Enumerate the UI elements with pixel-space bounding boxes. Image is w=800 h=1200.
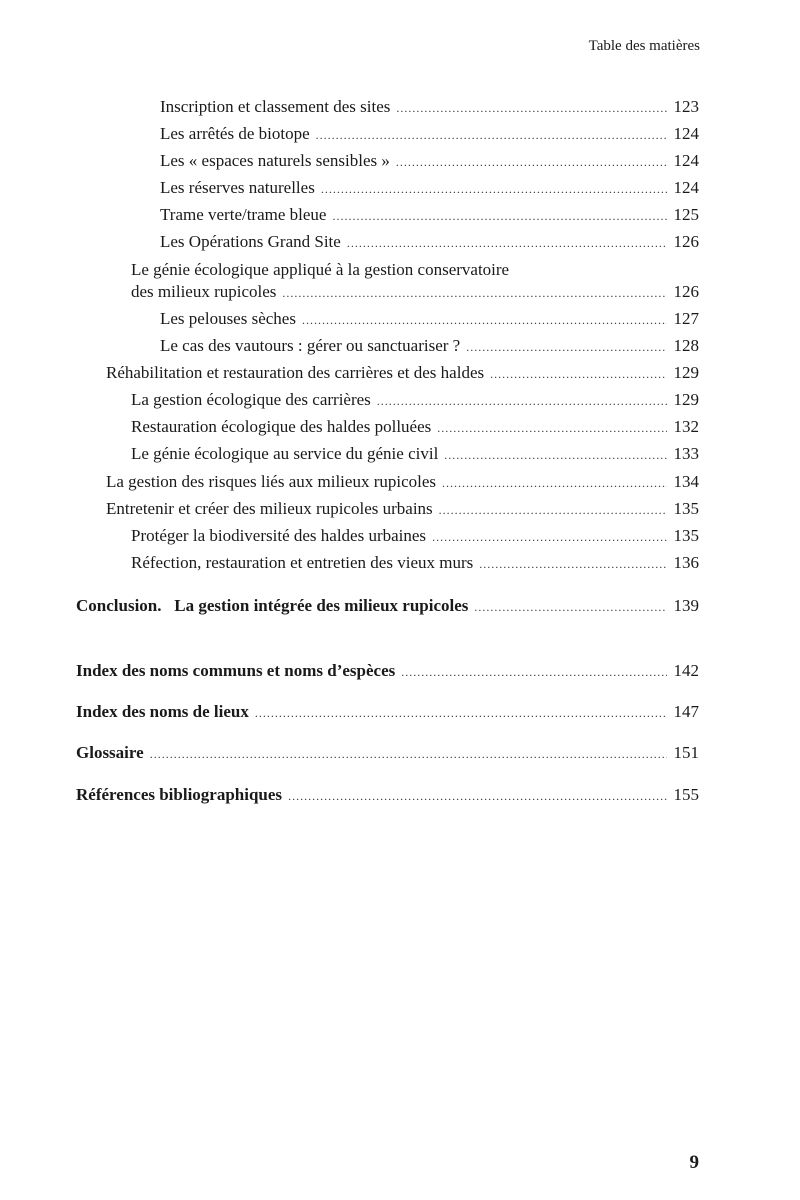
- dot-leader: [401, 661, 667, 683]
- toc-entry: [160, 204, 699, 227]
- dot-leader: [321, 178, 667, 200]
- dot-leader: [377, 390, 667, 412]
- toc-entry-page: 142: [673, 661, 699, 680]
- toc-entry-label: La gestion écologique des carrières: [131, 390, 371, 409]
- toc-entry-label: Trame verte/trame bleue: [160, 205, 327, 224]
- toc-entry-label: Inscription et classement des sites: [160, 97, 391, 116]
- dot-leader: [288, 785, 667, 807]
- toc-entry: [160, 96, 699, 119]
- toc-entry-label: Références bibliographiques: [76, 785, 283, 804]
- dot-leader: [316, 124, 667, 146]
- toc-entry-index-species: [76, 660, 699, 683]
- toc-entry-glossary: [76, 742, 699, 765]
- toc-entry-page: 127: [673, 309, 699, 328]
- toc-entry: [106, 471, 699, 494]
- toc-entry-label: La gestion des risques liés aux milieux rupicoles: [106, 472, 437, 491]
- dot-leader: [466, 336, 667, 358]
- dot-leader: [396, 97, 667, 119]
- toc-entry: [131, 443, 699, 466]
- toc-entry: [131, 525, 699, 548]
- toc-entry-page: 126: [673, 232, 699, 251]
- toc-entry: [131, 552, 699, 575]
- toc-entry-page: 151: [673, 743, 699, 762]
- toc-entry-label: Index des noms communs et noms d’espèces: [76, 661, 396, 680]
- toc-entry-label: Le cas des vautours : gérer ou sanctuariser ?: [160, 336, 461, 355]
- dot-leader: [396, 151, 667, 173]
- toc-entry-page: 129: [673, 363, 699, 382]
- toc-entry-label: Le génie écologique au service du génie civil: [131, 444, 439, 463]
- dot-leader: [444, 444, 667, 466]
- toc-entry-label: Le génie écologique appliqué à la gestion conservatoire: [131, 260, 510, 279]
- toc-entry: [131, 416, 699, 439]
- toc-entry-label: Conclusion. La gestion intégrée des milieux rupicoles: [76, 596, 469, 615]
- toc-entry-page: 135: [673, 526, 699, 545]
- toc-entry-page: 124: [673, 151, 699, 170]
- toc-entry-page: 124: [673, 178, 699, 197]
- toc-entry-label: Protéger la biodiversité des haldes urbaines: [131, 526, 427, 545]
- toc-entry-multiline: [131, 259, 699, 304]
- toc-entry-page: 125: [673, 205, 699, 224]
- toc-entry: [160, 335, 699, 358]
- toc-entry-page: 134: [673, 472, 699, 491]
- dot-leader: [332, 205, 667, 227]
- toc-entry-conclusion: [76, 595, 699, 618]
- toc-entry-page: 147: [673, 702, 699, 721]
- toc-entry-page: 126: [673, 282, 699, 301]
- dot-leader: [437, 417, 667, 439]
- dot-leader: [439, 499, 667, 521]
- toc-entry: [106, 362, 699, 385]
- toc-entry-page: 139: [673, 596, 699, 615]
- dot-leader: [302, 309, 667, 331]
- toc-entry-index-places: [76, 701, 699, 724]
- dot-leader: [474, 596, 667, 618]
- toc-entry-page: 129: [673, 390, 699, 409]
- toc-entry-label: Les « espaces naturels sensibles »: [160, 151, 390, 170]
- toc-entry-label: Les Opérations Grand Site: [160, 232, 341, 251]
- toc-entry: [160, 231, 699, 254]
- toc-entry-page: 123: [673, 97, 699, 116]
- toc-entry: [131, 389, 699, 412]
- toc-entry-label: Les pelouses sèches: [160, 309, 296, 328]
- toc-entry-label: Réfection, restauration et entretien des vieux murs: [131, 553, 474, 572]
- toc-entry-label: Réhabilitation et restauration des carrières et des haldes: [106, 363, 485, 382]
- toc-entry-label-continued: des milieux rupicoles: [131, 282, 277, 301]
- toc-entry-page: 155: [673, 785, 699, 804]
- toc-entry-page: 136: [673, 553, 699, 572]
- dot-leader: [347, 232, 667, 254]
- toc-entry-page: 128: [673, 336, 699, 355]
- toc-entry: [160, 177, 699, 200]
- dot-leader: [432, 526, 667, 548]
- toc-entry-label: Glossaire: [76, 743, 144, 762]
- toc-entry: [160, 308, 699, 331]
- toc-entry: [106, 498, 699, 521]
- dot-leader: [282, 282, 667, 304]
- page-number: 9: [689, 1152, 699, 1173]
- dot-leader: [490, 363, 667, 385]
- toc-entry-page: 124: [673, 124, 699, 143]
- toc-entry-label: Les arrêtés de biotope: [160, 124, 310, 143]
- dot-leader: [479, 553, 667, 575]
- dot-leader: [255, 702, 667, 724]
- running-head: Table des matières: [588, 38, 700, 54]
- toc-entry-page: 133: [673, 444, 699, 463]
- toc-entry-label: Restauration écologique des haldes polluées: [131, 417, 432, 436]
- toc-entry-bibliography: [76, 784, 699, 807]
- dot-leader: [442, 472, 667, 494]
- toc-entry: [160, 150, 699, 173]
- toc-entry-page: 132: [673, 417, 699, 436]
- dot-leader: [150, 743, 667, 765]
- toc-entry-label: Index des noms de lieux: [76, 702, 249, 721]
- toc-entry: [160, 123, 699, 146]
- toc-entry-label: Les réserves naturelles: [160, 178, 315, 197]
- toc-entry-label: Entretenir et créer des milieux rupicoles urbains: [106, 499, 433, 518]
- toc-entry-page: 135: [673, 499, 699, 518]
